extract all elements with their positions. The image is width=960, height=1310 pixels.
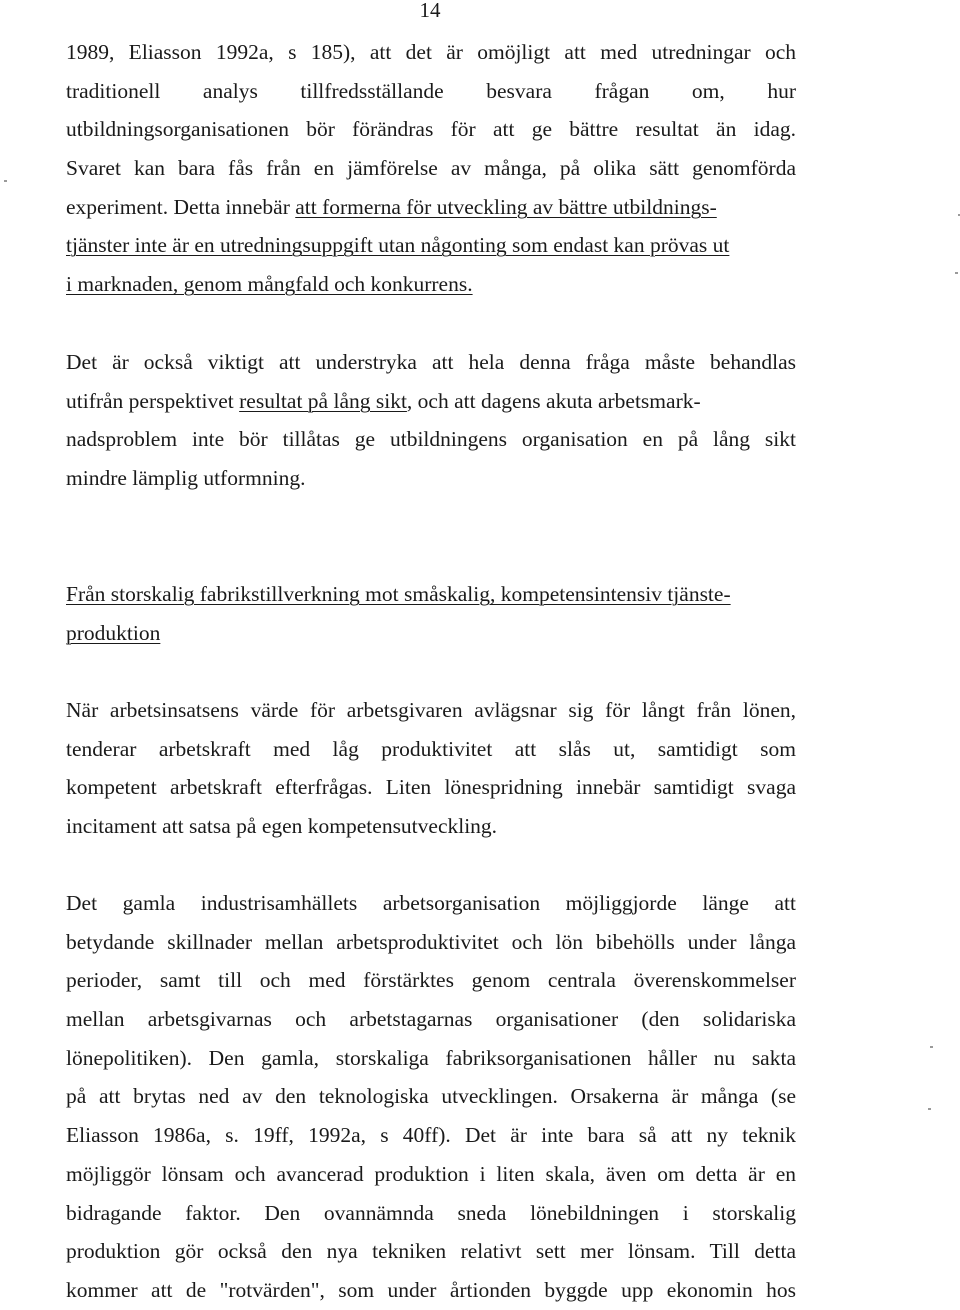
scan-speck bbox=[928, 1108, 931, 1110]
paragraph-4 bbox=[66, 884, 796, 1310]
text-line bbox=[66, 226, 796, 265]
text-line: mindre lämplig utformning. bbox=[66, 466, 306, 491]
text-line: traditionell analys tillfredsställande besvara frågan om, hur bbox=[66, 78, 796, 103]
text-line: möjliggör lönsam och avancerad produktion i liten skala, även om detta är en bbox=[66, 1161, 796, 1186]
text-line: tenderar arbetskraft med låg produktivitet att slås ut, samtidigt som bbox=[66, 736, 796, 761]
text-line: betydande skillnader mellan arbetsproduktivitet och lön bibehölls under långa bbox=[66, 929, 796, 954]
section-heading bbox=[66, 575, 796, 652]
underlined-text: resultat på lång sikt bbox=[239, 388, 407, 413]
text-run: utifrån perspektivet bbox=[66, 388, 240, 413]
text-line: kommer att de "rotvärden", som under årtionden byggde upp ekonomin hos bbox=[66, 1277, 796, 1302]
text-line: produktion gör också den nya tekniken relativt sett mer lönsam. Till detta bbox=[66, 1239, 796, 1264]
text-line: nadsproblem inte bör tillåtas ge utbildningens organisation en på lång sikt bbox=[66, 427, 796, 452]
text-line bbox=[66, 265, 796, 304]
text-line: Det är också viktigt att understryka att hela denna fråga måste behandlas bbox=[66, 350, 796, 374]
text-line: på att brytas ned av den teknologiska utvecklingen. Orsakerna är många (se bbox=[66, 1084, 796, 1109]
text-line bbox=[66, 382, 796, 421]
underlined-text: i marknaden, genom mångfald och konkurrens. bbox=[66, 272, 473, 297]
text-line: Eliasson 1986a, s. 19ff, 1992a, s 40ff). Det är inte bara så att ny teknik bbox=[66, 1123, 796, 1148]
text-line: När arbetsinsatsens värde för arbetsgivaren avlägsnar sig för långt från lönen, bbox=[66, 698, 796, 722]
paragraph-1 bbox=[66, 33, 796, 304]
text-run: , och att dagens akuta arbetsmark- bbox=[406, 388, 701, 413]
page-number: 14 bbox=[419, 0, 441, 22]
text-line: mellan arbetsgivarnas och arbetstagarnas organisationer (den solidariska bbox=[66, 1007, 796, 1032]
paragraph-3 bbox=[66, 691, 796, 846]
underlined-text: produktion bbox=[66, 620, 161, 645]
scan-speck bbox=[4, 180, 7, 182]
underlined-text: tjänster inte är en utredningsuppgift utan någonting som endast kan prövas ut bbox=[66, 233, 730, 258]
text-line: incitament att satsa på egen kompetensutveckling. bbox=[66, 814, 498, 839]
paragraph-2 bbox=[66, 343, 796, 498]
scan-speck bbox=[930, 1046, 933, 1048]
text-line: perioder, samt till och med förstärktes genom centrala överenskommelser bbox=[66, 968, 796, 993]
text-run: experiment. Detta innebär bbox=[66, 194, 296, 219]
text-line: lönepolitiken). Den gamla, storskaliga fabriksorganisationen håller nu sakta bbox=[66, 1045, 796, 1070]
text-line: utbildningsorganisationen bör förändras för att ge bättre resultat än idag. bbox=[66, 117, 796, 142]
text-line bbox=[66, 188, 796, 227]
heading-line bbox=[66, 614, 796, 653]
underlined-text: Från storskalig fabrikstillverkning mot småskalig, kompetensintensiv tjänste- bbox=[66, 582, 731, 606]
underlined-text: att formerna för utveckling av bättre utbildnings- bbox=[295, 194, 717, 219]
scan-speck bbox=[955, 272, 958, 274]
heading-line bbox=[66, 575, 796, 614]
text-line: Det gamla industrisamhällets arbetsorganisation möjliggjorde länge att bbox=[66, 891, 796, 915]
text-line: bidragande faktor. Den ovannämnda sneda lönebildningen i storskalig bbox=[66, 1200, 796, 1225]
text-line: 1989, Eliasson 1992a, s 185), att det är omöjligt att med utredningar och bbox=[66, 40, 796, 64]
text-line: Svaret kan bara fås från en jämförelse av många, på olika sätt genomförda bbox=[66, 156, 796, 181]
text-line: kompetent arbetskraft efterfrågas. Liten lönespridning innebär samtidigt svaga bbox=[66, 775, 796, 800]
